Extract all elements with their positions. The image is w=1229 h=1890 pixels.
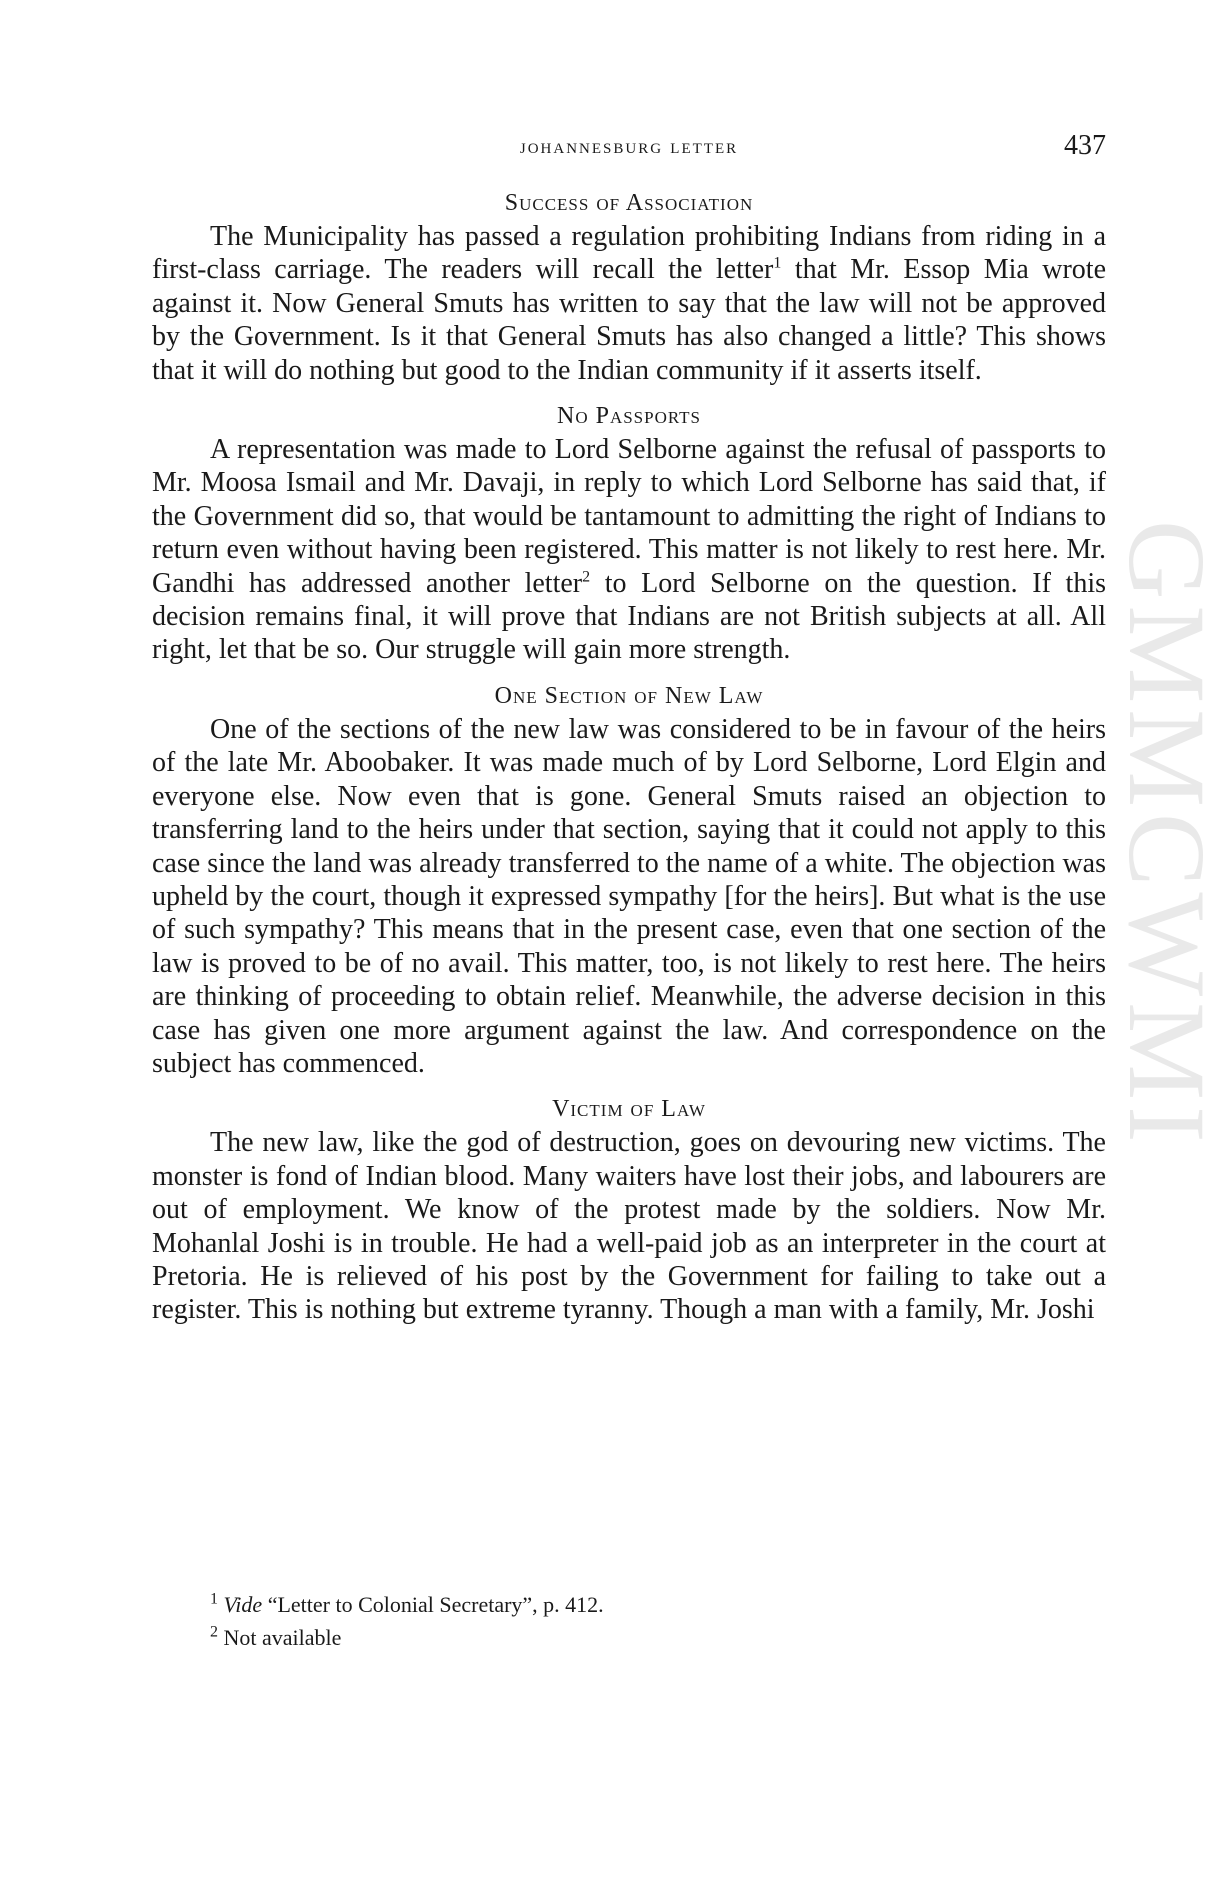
footnote-italic: Vide bbox=[223, 1592, 263, 1617]
section-heading-victim-of-law: Victim of Law bbox=[552, 1096, 706, 1123]
section-heading-no-passports: No Passports bbox=[556, 403, 702, 430]
running-head bbox=[152, 130, 1106, 168]
footnote-2 bbox=[210, 1621, 1010, 1654]
running-title: johannesburg letter bbox=[519, 134, 739, 158]
footnote-reference: 1 bbox=[773, 255, 782, 273]
footnote-mark: 1 bbox=[210, 1590, 218, 1608]
section-heading-one-section-of-new-law: One Section of New Law bbox=[494, 682, 764, 709]
paragraph-one-section-of-new-law: One of the sections of the new law was considered to be in favour of the heirs of the late Mr. Aboobaker. It was made much of by Lord Selborne, Lord Elgin and everyone else. Now even that is gone. General Smuts raised an objection to transferring land to the heirs under that section, saying that it could not apply to this case since the land was already transferred to the name of a white. The objection was upheld by the court, though it expressed sympathy [for the heirs]. But what is the use of such sympathy? This means that in the present case, even that one section of the law is proved to be of no avail. This matter, too, is not likely to rest here. The heirs are thinking of proceeding to obtain relief. Meanwhile, the adverse decision in this case has given one more argument against the law. And correspondence on the subject has commenced. bbox=[152, 713, 1106, 1079]
footnote-text: “Letter to Colonial Secretary”, p. 412. bbox=[262, 1592, 604, 1617]
section-heading-success-of-association: Success of Association bbox=[504, 190, 754, 216]
footnote-text: Not available bbox=[223, 1625, 342, 1650]
footnote-reference: 2 bbox=[582, 568, 591, 586]
footnotes bbox=[210, 1588, 1010, 1654]
body-text bbox=[152, 186, 1106, 1339]
paragraph-success-of-association: The Municipality has passed a regulation prohibiting Indians from riding in a first-class carriage. The readers will recall the letter$^1$ that Mr. Essop Mia wrote against it. Now General Smuts has written to say that the law will not be approved by the Government. Is it that General Smuts has also changed a little? This shows that it will do nothing but good to the Indian community if it asserts itself. bbox=[152, 221, 1107, 386]
paragraph-victim-of-law: The new law, like the god of destruction, goes on devouring new victims. The monster is fond of Indian blood. Many waiters have lost their jobs, and labourers are out of employment. We know of the protest made by the soldiers. Now Mr. Mohanlal Joshi is in trouble. He had a well-paid job as an interpreter in the court at Pretoria. He is relieved of his post by the Government for failing to take out a register. This is nothing but extreme tyranny. Though a man with a family, Mr. Joshi bbox=[152, 1127, 1106, 1326]
paragraph-no-passports: A representation was made to Lord Selborne against the refusal of passports to Mr. Moosa Ismail and Mr. Davaji, in reply to which Lord Selborne has said that, if the Government did so, that would be tantamount to admitting the right of Indians to return even without having been registered. This matter is not likely to rest here. Mr. Gandhi has addressed another letter$^2$ to Lord Selborne on the question. If this decision remains final, it will prove that Indians are not British subjects at all. All right, let that be so. Our struggle will gain more strength. bbox=[152, 434, 1106, 666]
watermark: GMMCWMI bbox=[1106, 520, 1228, 1149]
footnote-mark: 2 bbox=[210, 1623, 218, 1641]
footnote-1 bbox=[210, 1588, 1010, 1621]
page-number: 437 bbox=[1064, 130, 1106, 161]
